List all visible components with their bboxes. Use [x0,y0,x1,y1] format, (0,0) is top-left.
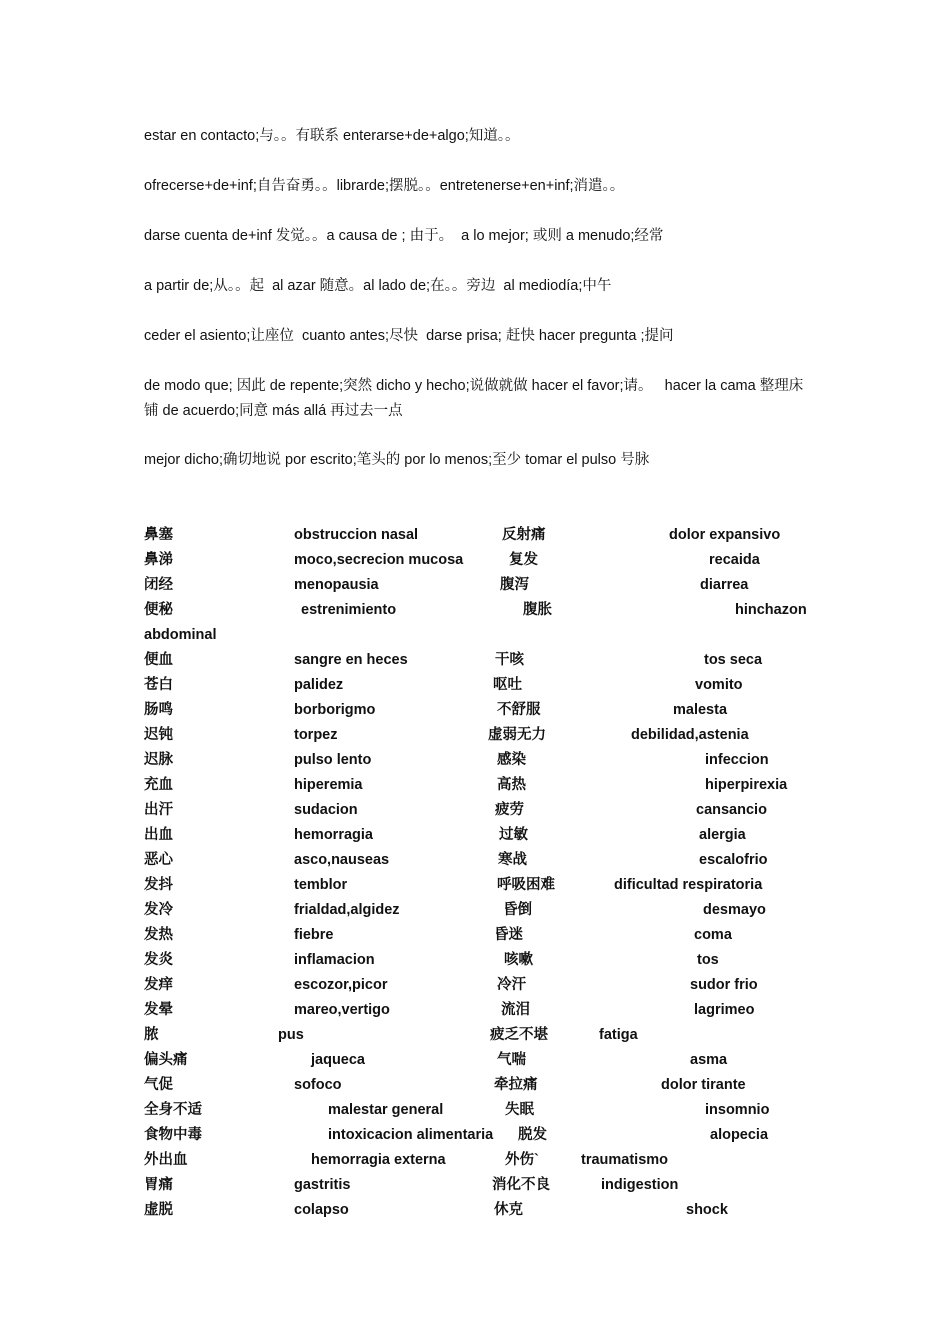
vocab-zh: 食物中毒 [144,1127,202,1143]
vocab-es: escalofrio [699,852,768,868]
vocab-zh: 过敏 [499,827,528,843]
vocab-es: lagrimeo [694,1002,755,1018]
vocab-zh: 便血 [144,652,173,668]
vocab-zh: 外伤` [505,1152,539,1168]
vocab-zh: 疲劳 [495,802,524,818]
vocab-es: insomnio [705,1102,770,1118]
vocab-es: debilidad,astenia [631,727,749,743]
vocab-zh: 发痒 [144,977,173,993]
vocab-zh: 充血 [144,777,173,793]
vocab-es: hinchazon [735,602,807,618]
vocab-zh: 高热 [497,777,526,793]
vocab-es: hemorragia [294,827,373,843]
vocab-es: shock [686,1202,728,1218]
vocab-zh: 闭经 [144,577,173,593]
vocab-es: moco,secrecion mucosa [294,552,464,568]
vocab-zh: 发炎 [144,952,173,968]
vocab-es: dificultad respiratoria [614,877,763,893]
vocab-zh: 失眠 [505,1102,534,1118]
vocab-row [0,548,950,573]
vocab-zh: 迟脉 [144,752,173,768]
vocab-zh: 腹泻 [500,577,529,593]
vocab-zh: 虚脱 [144,1202,173,1218]
vocab-zh: 鼻塞 [144,527,173,543]
vocab-row [0,523,950,548]
vocab-es: alopecia [710,1127,769,1143]
vocab-es: pulso lento [294,752,372,768]
vocab-zh: 苍白 [144,677,173,693]
vocab-row [0,1098,950,1123]
vocab-es: malesta [673,702,728,718]
vocab-zh: 咳嗽 [504,952,533,968]
vocab-row [0,748,950,773]
vocab-zh: 外出血 [144,1152,188,1168]
vocab-wrap: abdominal [144,627,217,643]
vocab-zh: 虚弱无力 [488,727,546,743]
vocab-zh: 出汗 [144,802,173,818]
vocab-zh: 不舒服 [497,702,541,718]
vocab-zh: 呕吐 [493,677,522,693]
vocab-es: fiebre [294,927,334,943]
vocab-zh: 复发 [509,552,538,568]
vocab-row [0,773,950,798]
vocab-es: vomito [695,677,743,693]
vocab-es: borborigmo [294,702,376,718]
vocab-es: fatiga [599,1027,638,1043]
vocab-row [0,723,950,748]
phrase-line: de modo que; 因此 de repente;突然 dicho y hecho;说做就做 hacer el favor;请。 hacer la cama 整理床铺 de acuerdo;同意 más allá 再过去一点 [144,378,804,419]
vocab-row [0,1023,950,1048]
vocab-zh: 迟钝 [144,727,173,743]
vocab-es: hiperemia [294,777,363,793]
vocab-row [0,698,950,723]
vocab-es: palidez [294,677,344,693]
vocab-es: malestar general [328,1102,444,1118]
phrase-line: estar en contacto;与。。有联系 enterarse+de+algo;知道。。 [144,128,520,144]
vocab-row [0,873,950,898]
vocab-es: gastritis [294,1177,351,1193]
vocab-row [0,973,950,998]
vocab-es: pus [278,1027,304,1043]
vocab-zh: 气喘 [497,1052,526,1068]
vocab-zh: 发抖 [144,877,173,893]
vocab-zh: 发晕 [144,1002,173,1018]
vocab-es: indigestion [601,1177,679,1193]
vocab-zh: 气促 [144,1077,173,1093]
vocab-row [0,598,950,623]
vocab-row [0,1148,950,1173]
phrase-line: ceder el asiento;让座位 cuanto antes;尽快 darse prisa; 赶快 hacer pregunta ;提问 [144,328,674,344]
vocab-zh: 昏倒 [503,902,532,918]
vocab-es: desmayo [703,902,766,918]
vocab-es: temblor [294,877,348,893]
vocab-zh: 肠鸣 [144,702,173,718]
vocab-zh: 牵拉痛 [494,1077,538,1093]
vocab-es: intoxicacion alimentaria [328,1127,494,1143]
vocab-row [0,798,950,823]
vocab-zh: 冷汗 [497,977,526,993]
vocab-es: tos [697,952,719,968]
vocab-row [0,948,950,973]
vocab-zh: 脱发 [518,1127,547,1143]
vocab-es: estrenimiento [301,602,397,618]
vocab-es: infeccion [705,752,769,768]
vocab-row [0,673,950,698]
vocab-es: cansancio [696,802,767,818]
vocab-zh: 全身不适 [144,1102,202,1118]
vocab-es: sangre en heces [294,652,408,668]
vocab-es: dolor expansivo [669,527,781,543]
vocab-zh: 鼻涕 [144,552,173,568]
vocab-zh: 脓 [144,1027,159,1043]
vocab-row [0,1048,950,1073]
vocab-row [0,648,950,673]
vocab-zh: 干咳 [495,652,524,668]
vocab-es: sudacion [294,802,358,818]
vocab-zh: 恶心 [144,852,173,868]
vocab-row [0,1123,950,1148]
vocab-zh: 偏头痛 [144,1052,188,1068]
vocab-es: sudor frio [690,977,758,993]
vocab-es: recaida [709,552,760,568]
vocab-es: hiperpirexia [705,777,788,793]
vocab-es: sofoco [294,1077,342,1093]
vocab-row [0,923,950,948]
vocab-row [0,1173,950,1198]
vocab-row [0,898,950,923]
vocab-zh: 寒战 [498,852,527,868]
vocab-zh: 胃痛 [144,1177,173,1193]
vocab-zh: 发热 [144,927,173,943]
vocab-es: hemorragia externa [311,1152,446,1168]
vocab-es: escozor,picor [294,977,388,993]
vocab-zh: 出血 [144,827,173,843]
vocab-es: asco,nauseas [294,852,390,868]
vocab-es: traumatismo [581,1152,669,1168]
vocab-zh: 昏迷 [494,927,523,943]
phrase-line: darse cuenta de+inf 发觉。。a causa de ; 由于。 a lo mejor; 或则 a menudo;经常 [144,228,664,244]
vocab-zh: 腹胀 [523,602,552,618]
vocab-zh: 休克 [494,1202,523,1218]
vocab-es: inflamacion [294,952,375,968]
vocab-zh: 疲乏不堪 [490,1027,548,1043]
vocab-es: frialdad,algidez [294,902,400,918]
vocab-zh: 便秘 [144,602,173,618]
vocab-es: mareo,vertigo [294,1002,390,1018]
vocab-row [0,823,950,848]
vocab-zh: 流泪 [501,1002,530,1018]
vocab-zh: 消化不良 [492,1177,550,1193]
vocab-es: diarrea [700,577,749,593]
phrase-line: mejor dicho;确切地说 por escrito;笔头的 por lo menos;至少 tomar el pulso 号脉 [144,452,650,468]
vocab-es: asma [690,1052,728,1068]
vocab-es: jaqueca [311,1052,365,1068]
vocab-zh: 反射痛 [502,527,546,543]
vocab-zh: 呼吸困难 [497,877,555,893]
vocab-zh: 感染 [497,752,526,768]
phrase-line: a partir de;从。。起 al azar 随意。al lado de;在。。旁边 al mediodía;中午 [144,278,612,294]
vocab-es: coma [694,927,732,943]
phrase-line: ofrecerse+de+inf;自告奋勇。。librarde;摆脱。。entretenerse+en+inf;消遣。。 [144,178,625,194]
vocab-row [0,573,950,598]
vocab-row [0,1073,950,1098]
vocab-zh: 发冷 [144,902,173,918]
vocab-row [0,1198,950,1223]
vocab-es: obstruccion nasal [294,527,419,543]
vocab-es: torpez [294,727,338,743]
vocab-es: colapso [294,1202,349,1218]
vocab-row [0,998,950,1023]
vocab-row [0,848,950,873]
vocab-es: dolor tirante [661,1077,746,1093]
vocab-es: alergia [699,827,746,843]
vocab-es: tos seca [704,652,763,668]
vocab-es: menopausia [294,577,379,593]
